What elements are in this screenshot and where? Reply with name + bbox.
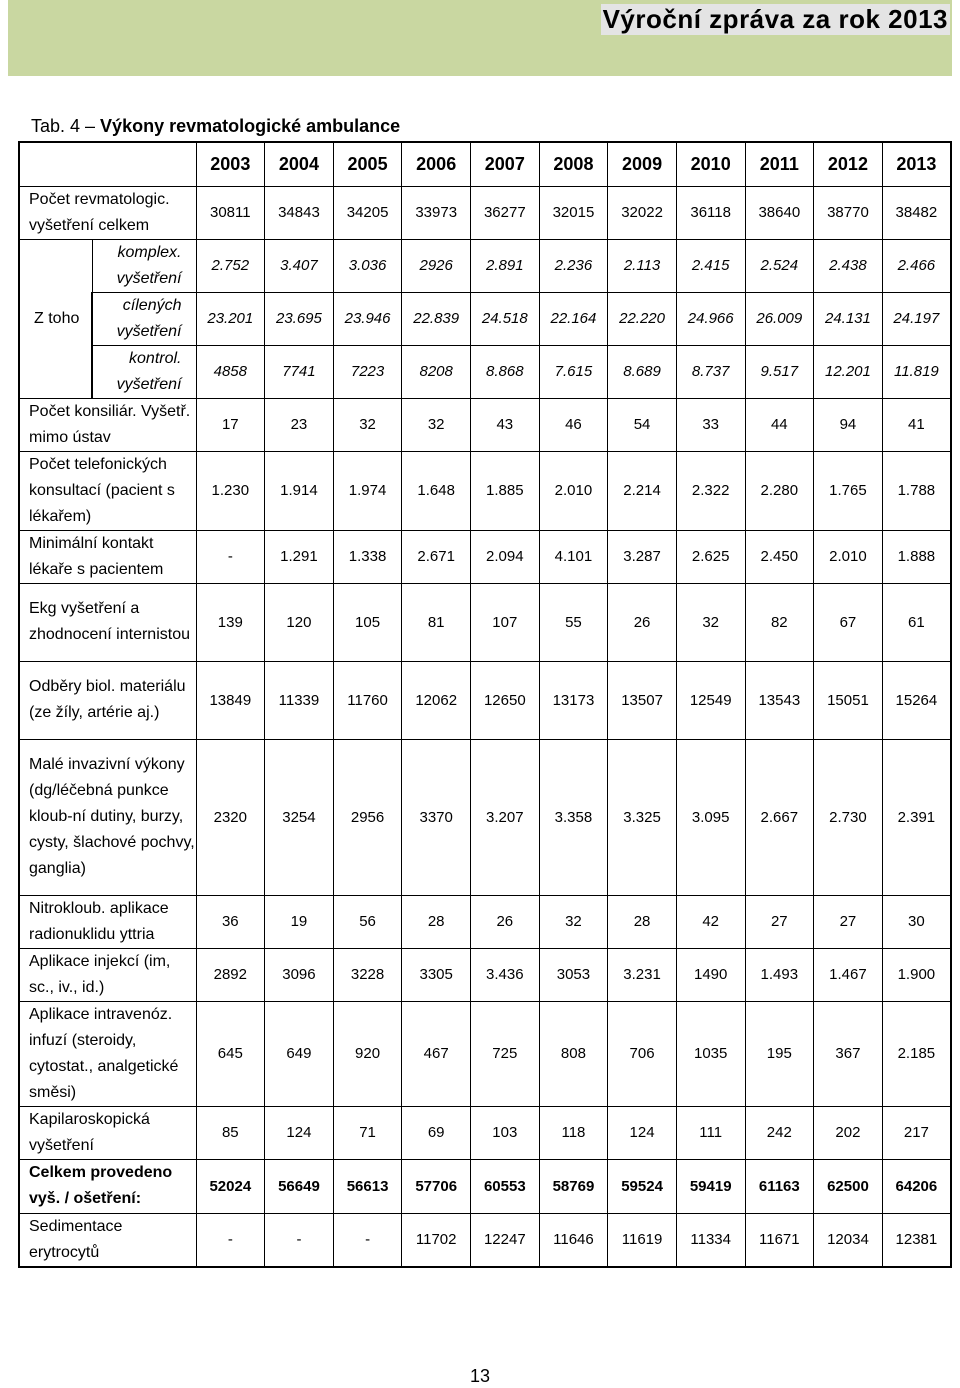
row-label: Aplikace intravenóz. infuzí (steroidy, cytostat., analgetické směsi): [19, 1001, 196, 1106]
table-cell: 9.517: [745, 345, 814, 398]
table-cell: 1.467: [814, 948, 883, 1001]
table-cell: 8.737: [676, 345, 745, 398]
table-cell: 59524: [608, 1159, 677, 1213]
table-cell: 706: [608, 1001, 677, 1106]
table-cell: 23.201: [196, 292, 265, 345]
table-cell: 13507: [608, 661, 677, 739]
table-cell: 13849: [196, 661, 265, 739]
table-cell: 124: [608, 1106, 677, 1159]
table-cell: 1.230: [196, 451, 265, 530]
table-cell: 118: [539, 1106, 608, 1159]
table-cell: 15051: [814, 661, 883, 739]
row-label: Nitrokloub. aplikace radionuklidu yttria: [19, 895, 196, 948]
table-cell: 195: [745, 1001, 814, 1106]
table-cell: 124: [265, 1106, 334, 1159]
table-cell: -: [333, 1213, 402, 1267]
row-label: Počet telefonických konsultací (pacient s lékařem): [19, 451, 196, 530]
table-row-injections: [19, 948, 951, 1001]
table-cell: 105: [333, 583, 402, 661]
row-label: kontrol. vyšetření: [92, 345, 196, 398]
table-cell: 3.207: [471, 739, 540, 895]
table-cell: 12549: [676, 661, 745, 739]
table-cell: -: [265, 1213, 334, 1267]
table-cell: 2.094: [471, 530, 540, 583]
year-2006: 2006: [402, 142, 471, 186]
table-cell: 2.671: [402, 530, 471, 583]
table-row-capillaroscopy: [19, 1106, 951, 1159]
table-cell: 3228: [333, 948, 402, 1001]
table-cell: 12034: [814, 1213, 883, 1267]
table-cell: 44: [745, 398, 814, 451]
table-row-sedimentation: [19, 1213, 951, 1267]
table-cell: 11334: [676, 1213, 745, 1267]
table-cell: 1.493: [745, 948, 814, 1001]
table-cell: 1.914: [265, 451, 334, 530]
table-cell: 11702: [402, 1213, 471, 1267]
table-cell: 11760: [333, 661, 402, 739]
table-cell: 1.788: [882, 451, 951, 530]
table-cell: 71: [333, 1106, 402, 1159]
table-cell: 32: [676, 583, 745, 661]
report-title: Výroční zpráva za rok 2013: [602, 4, 948, 34]
table-cell: 38640: [745, 186, 814, 239]
table-row-consiliary-exams: [19, 398, 951, 451]
table-cell: 1.885: [471, 451, 540, 530]
table-cell: 17: [196, 398, 265, 451]
table-row-minimal-contact: [19, 530, 951, 583]
table-cell: 61163: [745, 1159, 814, 1213]
table-row-phone-consultations: [19, 451, 951, 530]
table-cell: 2.667: [745, 739, 814, 895]
table-cell: 12381: [882, 1213, 951, 1267]
table-cell: 217: [882, 1106, 951, 1159]
table-cell: 1490: [676, 948, 745, 1001]
table-cell: 1.974: [333, 451, 402, 530]
performance-table: [18, 141, 952, 1268]
table-cell: 81: [402, 583, 471, 661]
table-cell: 2.214: [608, 451, 677, 530]
table-cell: 2.466: [882, 239, 951, 292]
table-cell: 13543: [745, 661, 814, 739]
table-cell: 56: [333, 895, 402, 948]
table-cell: 2.010: [539, 451, 608, 530]
table-cell: 11339: [265, 661, 334, 739]
table-cell: 3.095: [676, 739, 745, 895]
table-cell: 24.131: [814, 292, 883, 345]
table-cell: 54: [608, 398, 677, 451]
table-cell: 32: [539, 895, 608, 948]
table-cell: 27: [745, 895, 814, 948]
row-label: Minimální kontakt lékaře s pacientem: [19, 530, 196, 583]
table-cell: 23.946: [333, 292, 402, 345]
table-cell: 920: [333, 1001, 402, 1106]
table-cell: 3370: [402, 739, 471, 895]
table-caption: [31, 116, 400, 137]
table-cell: 13173: [539, 661, 608, 739]
table-cell: 1.291: [265, 530, 334, 583]
table-cell: 2892: [196, 948, 265, 1001]
table-cell: 3254: [265, 739, 334, 895]
page-number: 13: [469, 1366, 491, 1386]
table-cell: 24.518: [471, 292, 540, 345]
table-cell: 2926: [402, 239, 471, 292]
table-cell: 55: [539, 583, 608, 661]
table-row-blood-draws: [19, 661, 951, 739]
year-2003: 2003: [196, 142, 265, 186]
table-cell: 2.391: [882, 739, 951, 895]
table-cell: 82: [745, 583, 814, 661]
table-cell: 7741: [265, 345, 334, 398]
table-cell: 26: [471, 895, 540, 948]
table-row-total-exams: [19, 186, 951, 239]
row-label: Odběry biol. materiálu (ze žíly, artérie aj.): [19, 661, 196, 739]
table-cell: 61: [882, 583, 951, 661]
row-label: Malé invazivní výkony (dg/léčebná punkce kloub-ní dutiny, burzy, cysty, šlachové pochvy, ganglia): [19, 739, 196, 895]
table-cell: 59419: [676, 1159, 745, 1213]
table-cell: 30811: [196, 186, 265, 239]
corner-cell: [19, 142, 196, 186]
year-2011: 2011: [745, 142, 814, 186]
table-cell: 242: [745, 1106, 814, 1159]
table-cell: 120: [265, 583, 334, 661]
table-row-ekg-exams: [19, 583, 951, 661]
table-cell: 56649: [265, 1159, 334, 1213]
table-cell: 12247: [471, 1213, 540, 1267]
table-row-control-exams: [19, 345, 951, 398]
row-label: Počet konsiliár. Vyšetř. mimo ústav: [19, 398, 196, 451]
table-cell: 1.338: [333, 530, 402, 583]
year-2009: 2009: [608, 142, 677, 186]
row-label: Celkem provedeno vyš. / ošetření:: [19, 1159, 196, 1213]
table-cell: 2.524: [745, 239, 814, 292]
table-cell: 38482: [882, 186, 951, 239]
table-cell: 11646: [539, 1213, 608, 1267]
year-2013: 2013: [882, 142, 951, 186]
row-label: Ekg vyšetření a zhodnocení internistou: [19, 583, 196, 661]
table-cell: 8208: [402, 345, 471, 398]
table-cell: 2.450: [745, 530, 814, 583]
table-cell: 2.438: [814, 239, 883, 292]
table-cell: 367: [814, 1001, 883, 1106]
table-cell: 32: [333, 398, 402, 451]
table-cell: 27: [814, 895, 883, 948]
table-cell: 725: [471, 1001, 540, 1106]
table-cell: -: [196, 530, 265, 583]
table-cell: 11671: [745, 1213, 814, 1267]
table-cell: 4858: [196, 345, 265, 398]
table-cell: 15264: [882, 661, 951, 739]
table-cell: 1.888: [882, 530, 951, 583]
table-cell: 2.891: [471, 239, 540, 292]
table-cell: -: [196, 1213, 265, 1267]
caption-prefix: Tab. 4 –: [31, 116, 101, 136]
table-cell: 26.009: [745, 292, 814, 345]
table-row-complex-exams: [19, 239, 951, 292]
row-label: cílených vyšetření: [92, 292, 196, 345]
table-cell: 3.231: [608, 948, 677, 1001]
table-cell: 103: [471, 1106, 540, 1159]
table-cell: 107: [471, 583, 540, 661]
table-cell: 808: [539, 1001, 608, 1106]
table-cell: 30: [882, 895, 951, 948]
table-cell: 94: [814, 398, 883, 451]
table-cell: 32: [402, 398, 471, 451]
table-cell: 26: [608, 583, 677, 661]
table-cell: 33: [676, 398, 745, 451]
table-cell: 58769: [539, 1159, 608, 1213]
table-cell: 28: [608, 895, 677, 948]
row-label: Kapilaroskopická vyšetření: [19, 1106, 196, 1159]
table-cell: 32022: [608, 186, 677, 239]
table-cell: 1.765: [814, 451, 883, 530]
table-cell: 28: [402, 895, 471, 948]
table-cell: 85: [196, 1106, 265, 1159]
table-cell: 645: [196, 1001, 265, 1106]
row-label: Počet revmatologic. vyšetření celkem: [19, 186, 196, 239]
table-cell: 22.220: [608, 292, 677, 345]
table-cell: 139: [196, 583, 265, 661]
table-row-iv-infusions: [19, 1001, 951, 1106]
table-cell: 12650: [471, 661, 540, 739]
table-cell: 41: [882, 398, 951, 451]
table-row-total-performed: [19, 1159, 951, 1213]
year-2005: 2005: [333, 142, 402, 186]
caption-title: Výkony revmatologické ambulance: [100, 116, 401, 136]
table-cell: 2.625: [676, 530, 745, 583]
table-cell: 56613: [333, 1159, 402, 1213]
table-cell: 1.648: [402, 451, 471, 530]
row-label: Aplikace injekcí (im, sc., iv., id.): [19, 948, 196, 1001]
table-cell: 69: [402, 1106, 471, 1159]
table-cell: 60553: [471, 1159, 540, 1213]
table-cell: 2320: [196, 739, 265, 895]
table-cell: 2.752: [196, 239, 265, 292]
group-label: Z toho: [19, 239, 92, 398]
table-cell: 32015: [539, 186, 608, 239]
table-cell: 36: [196, 895, 265, 948]
table-cell: 12062: [402, 661, 471, 739]
table-cell: 62500: [814, 1159, 883, 1213]
table-cell: 3305: [402, 948, 471, 1001]
table-cell: 1.900: [882, 948, 951, 1001]
table-cell: 43: [471, 398, 540, 451]
table-cell: 649: [265, 1001, 334, 1106]
table-cell: 3096: [265, 948, 334, 1001]
table-cell: 3.036: [333, 239, 402, 292]
table-cell: 8.868: [471, 345, 540, 398]
table-cell: 3053: [539, 948, 608, 1001]
year-2004: 2004: [265, 142, 334, 186]
table-cell: 46: [539, 398, 608, 451]
table-row-invasive-procedures: [19, 739, 951, 895]
table-cell: 24.966: [676, 292, 745, 345]
table-cell: 34843: [265, 186, 334, 239]
table-cell: 23.695: [265, 292, 334, 345]
table-cell: 8.689: [608, 345, 677, 398]
table-cell: 19: [265, 895, 334, 948]
table-cell: 7.615: [539, 345, 608, 398]
table-cell: 2.113: [608, 239, 677, 292]
table-cell: 3.287: [608, 530, 677, 583]
table-cell: 11619: [608, 1213, 677, 1267]
table-row-targeted-exams: [19, 292, 951, 345]
table-cell: 2.280: [745, 451, 814, 530]
table-cell: 38770: [814, 186, 883, 239]
year-2010: 2010: [676, 142, 745, 186]
table-cell: 67: [814, 583, 883, 661]
table-cell: 2.322: [676, 451, 745, 530]
table-cell: 22.839: [402, 292, 471, 345]
table-cell: 2.415: [676, 239, 745, 292]
table-cell: 111: [676, 1106, 745, 1159]
row-label: komplex. vyšetření: [92, 239, 196, 292]
table-row-yttrium-application: [19, 895, 951, 948]
table-cell: 42: [676, 895, 745, 948]
table-cell: 7223: [333, 345, 402, 398]
table-cell: 33973: [402, 186, 471, 239]
table-cell: 22.164: [539, 292, 608, 345]
table-cell: 57706: [402, 1159, 471, 1213]
row-label: Sedimentace erytrocytů: [19, 1213, 196, 1267]
table-cell: 11.819: [882, 345, 951, 398]
table-cell: 23: [265, 398, 334, 451]
table-cell: 3.407: [265, 239, 334, 292]
table-cell: 36277: [471, 186, 540, 239]
table-cell: 2.730: [814, 739, 883, 895]
table-cell: 3.358: [539, 739, 608, 895]
table-cell: 52024: [196, 1159, 265, 1213]
year-2007: 2007: [471, 142, 540, 186]
table-cell: 24.197: [882, 292, 951, 345]
table-cell: 1035: [676, 1001, 745, 1106]
year-2012: 2012: [814, 142, 883, 186]
table-cell: 36118: [676, 186, 745, 239]
table-cell: 467: [402, 1001, 471, 1106]
table-cell: 34205: [333, 186, 402, 239]
table-cell: 2956: [333, 739, 402, 895]
table-cell: 202: [814, 1106, 883, 1159]
table-cell: 2.236: [539, 239, 608, 292]
table-cell: 64206: [882, 1159, 951, 1213]
year-2008: 2008: [539, 142, 608, 186]
table-cell: 2.185: [882, 1001, 951, 1106]
table-cell: 4.101: [539, 530, 608, 583]
table-cell: 3.436: [471, 948, 540, 1001]
year-header-row: [19, 142, 951, 186]
table-cell: 12.201: [814, 345, 883, 398]
table-cell: 3.325: [608, 739, 677, 895]
table-cell: 2.010: [814, 530, 883, 583]
